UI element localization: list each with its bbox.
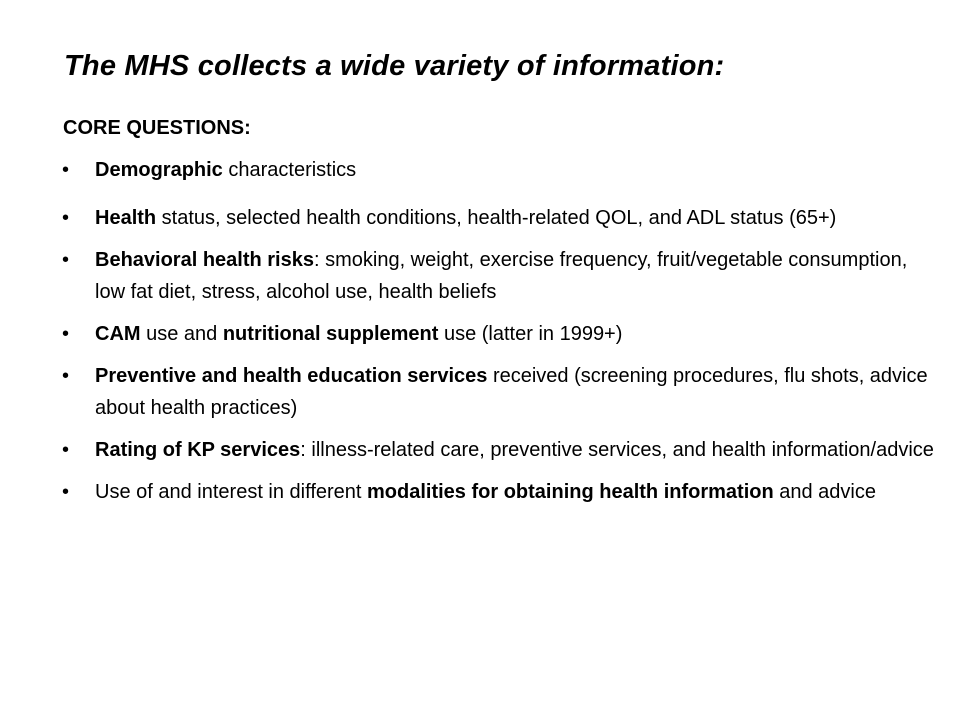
bullet-bold-text: CAM bbox=[95, 323, 141, 345]
bullet-text: and advice bbox=[773, 481, 876, 503]
bullet-behavioral-risks bbox=[62, 244, 942, 308]
bullet-health-status bbox=[62, 202, 942, 234]
bullet-bold-text: Health bbox=[95, 207, 157, 229]
bullet-preventive-services bbox=[62, 360, 942, 424]
slide-title: The MHS collects a wide variety of information: bbox=[64, 50, 725, 82]
bullet-icon: • bbox=[62, 481, 70, 503]
bullet-list bbox=[62, 154, 942, 518]
bullet-bold-text-2: nutritional supplement bbox=[222, 323, 439, 345]
bullet-modalities bbox=[62, 476, 942, 508]
section-heading: CORE QUESTIONS: bbox=[63, 117, 251, 139]
bullet-kp-rating bbox=[62, 434, 942, 466]
bullet-bold-text: Demographic bbox=[95, 159, 223, 181]
bullet-icon: • bbox=[62, 159, 70, 181]
bullet-text: : smoking, weight, exercise frequency, fruit/vegetable consumption, low fat diet, stress, alcohol use, health beliefs bbox=[95, 249, 908, 303]
bullet-text: : illness-related care, preventive services, and health information/advice bbox=[300, 439, 934, 461]
bullet-bold-text: Rating of KP services bbox=[95, 439, 301, 461]
bullet-text-pre: Use of and interest in different bbox=[95, 481, 368, 503]
bullet-demographic bbox=[62, 154, 942, 186]
bullet-text: status, selected health conditions, health-related QOL, and ADL status (65+) bbox=[156, 207, 837, 229]
bullet-bold-text: Behavioral health risks bbox=[95, 249, 314, 271]
bullet-bold-text: modalities for obtaining health information bbox=[367, 481, 774, 503]
bullet-text-2: use (latter in 1999+) bbox=[438, 323, 623, 345]
bullet-cam-use bbox=[62, 318, 942, 350]
bullet-icon: • bbox=[62, 365, 70, 387]
bullet-text: characteristics bbox=[222, 159, 357, 181]
bullet-text: use and bbox=[140, 323, 223, 345]
bullet-text: received (screening procedures, flu shots, advice about health practices) bbox=[95, 365, 928, 419]
bullet-icon: • bbox=[62, 207, 70, 229]
bullet-icon: • bbox=[62, 249, 70, 271]
bullet-icon: • bbox=[62, 323, 70, 345]
bullet-icon: • bbox=[62, 439, 70, 461]
bullet-bold-text: Preventive and health education services bbox=[95, 365, 488, 387]
